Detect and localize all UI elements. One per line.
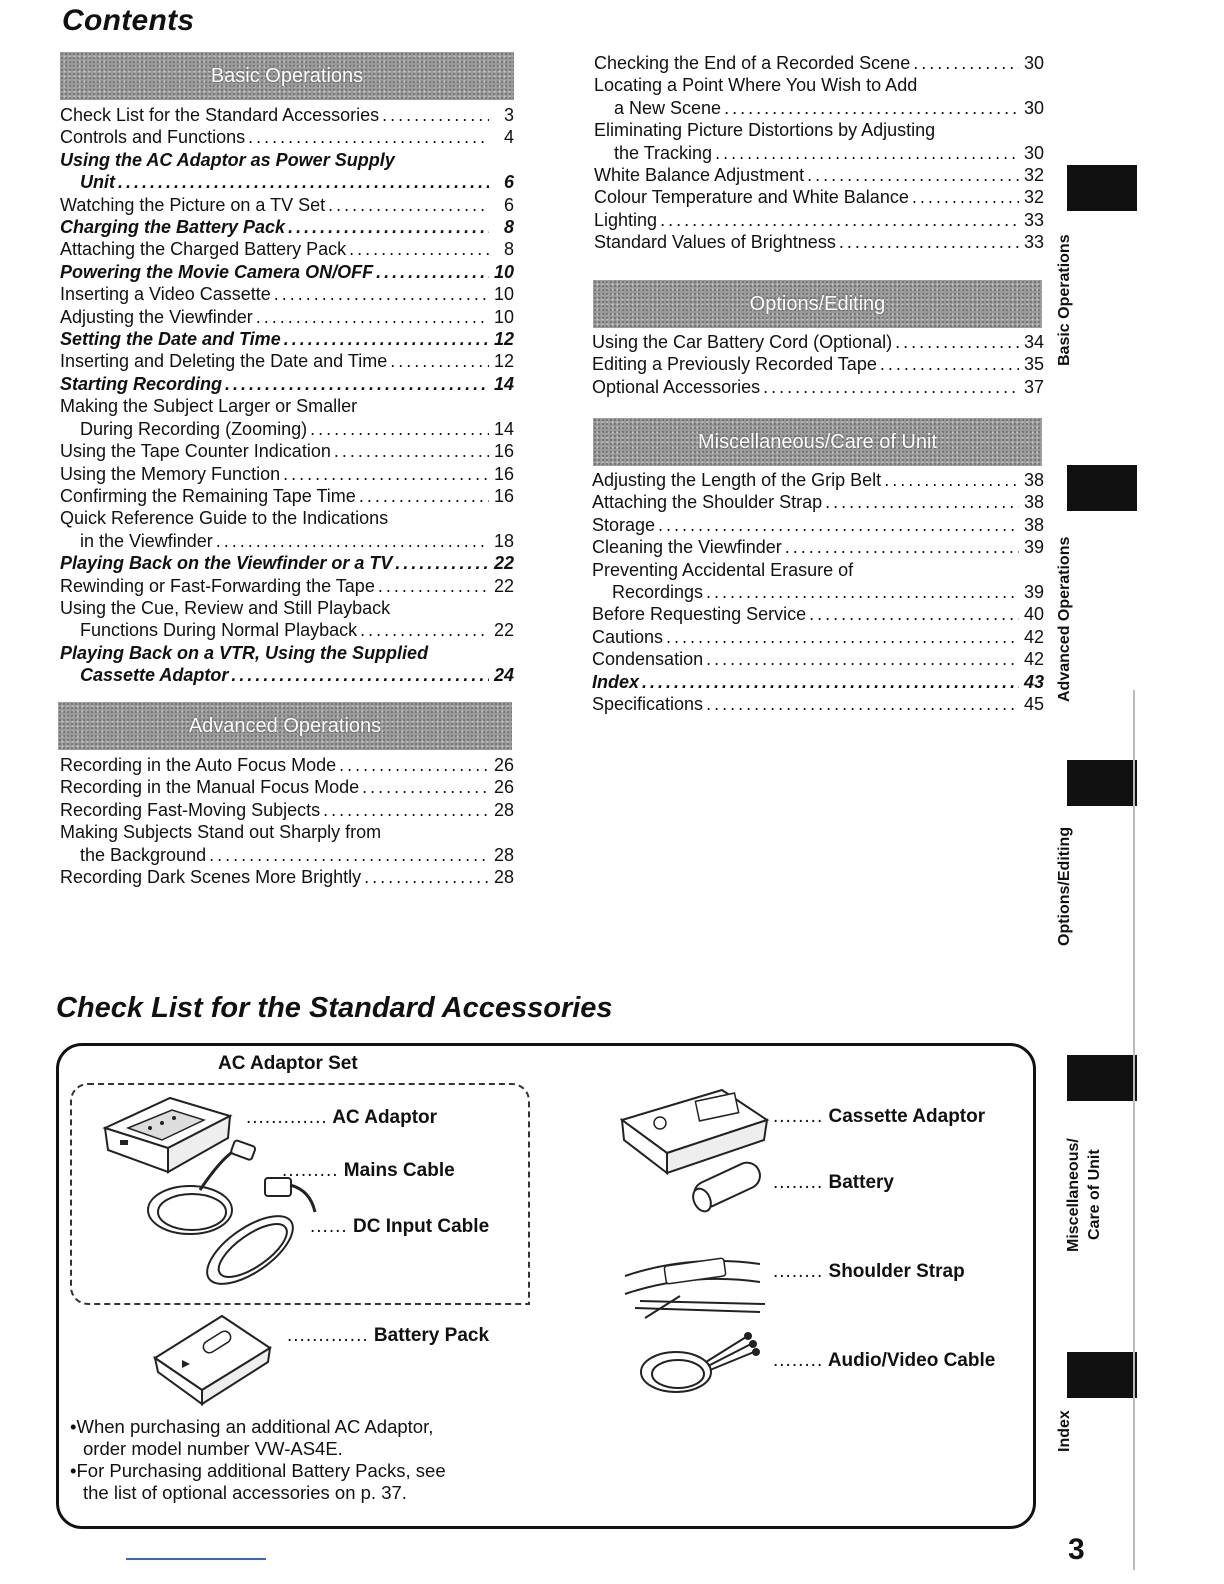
side-tab-index: Index (1056, 1410, 1073, 1452)
toc-entry[interactable] (60, 575, 514, 597)
toc-page-number: 43 (1023, 671, 1044, 692)
toc-entry-label: Setting the Date and Time (60, 329, 281, 350)
toc-entry[interactable] (60, 104, 514, 126)
toc-entry-label: Rewinding or Fast-Forwarding the Tape (60, 575, 375, 596)
toc-entry[interactable] (60, 328, 514, 350)
dot-leader (382, 104, 489, 126)
toc-entry[interactable] (60, 373, 514, 395)
toc-page-number: 26 (493, 755, 514, 775)
toc-entry[interactable] (592, 603, 1044, 625)
dot-leader (360, 619, 489, 641)
toc-entry[interactable] (594, 142, 1044, 164)
audio-video-cable-illustration (636, 1322, 776, 1402)
mains-cable-label (282, 1160, 455, 1182)
toc-entry[interactable] (592, 331, 1044, 353)
toc-entry-label: a New Scene (614, 97, 722, 118)
toc-entry[interactable] (592, 353, 1044, 375)
toc-page-number: 39 (1023, 582, 1044, 603)
dot-leader (328, 194, 489, 216)
dot-leader: ........ (773, 1172, 824, 1193)
toc-page-number: 22 (493, 620, 514, 641)
toc-entry-label: Recordings (612, 582, 704, 603)
toc-miscellaneous (592, 469, 1044, 715)
dot-leader (376, 261, 489, 283)
dot-leader: ......... (282, 1160, 339, 1181)
toc-page-number: 42 (1023, 626, 1044, 647)
toc-page-number: 30 (1023, 53, 1044, 73)
toc-entry-label: Using the Tape Counter Indication (60, 441, 331, 462)
toc-entry-label: Preventing Accidental Erasure of (592, 559, 854, 580)
audio-video-cable-text: Audio/Video Cable (827, 1350, 996, 1371)
toc-entry[interactable] (592, 671, 1044, 693)
toc-entry-label: Recording Fast-Moving Subjects (60, 799, 321, 820)
toc-entry[interactable] (592, 693, 1044, 715)
toc-basic-operations-continued (594, 52, 1044, 254)
toc-page-number: 3 (503, 105, 514, 125)
toc-entry-label: Powering the Movie Camera ON/OFF (60, 261, 374, 282)
battery-label (773, 1172, 894, 1194)
banner-miscellaneous: Miscellaneous/Care of Unit (593, 418, 1042, 466)
toc-page-number: 10 (493, 306, 514, 327)
banner-options-editing: Options/Editing (593, 280, 1042, 328)
toc-entry-label: the Background (80, 844, 207, 865)
accessories-section-title: Check List for the Standard Accessories (56, 992, 613, 1024)
banner-advanced-operations: Advanced Operations (58, 702, 512, 750)
dot-leader: ............. (246, 1107, 328, 1128)
toc-page-number: 22 (493, 575, 514, 596)
toc-entry-label: Attaching the Charged Battery Pack (60, 239, 347, 260)
toc-entry[interactable] (60, 463, 514, 485)
dc-input-cable-label (310, 1216, 489, 1238)
toc-entry-label: Functions During Normal Playback (80, 620, 358, 641)
toc-entry[interactable] (60, 552, 514, 574)
dot-leader (706, 648, 1019, 670)
toc-page-number: 34 (1023, 332, 1044, 352)
dot-leader (809, 603, 1019, 625)
toc-entry-label: Watching the Picture on a TV Set (60, 194, 326, 215)
toc-page-number: 28 (493, 867, 514, 888)
toc-entry-label: Controls and Functions (60, 127, 246, 148)
toc-entry[interactable] (592, 626, 1044, 648)
dot-leader (256, 306, 489, 328)
banner-basic-operations: Basic Operations (60, 52, 514, 100)
toc-page-number: 38 (1023, 470, 1044, 490)
toc-entry-label: Unit (80, 172, 115, 193)
dot-leader (231, 664, 489, 686)
toc-page-number: 35 (1023, 354, 1044, 375)
toc-entry[interactable] (60, 754, 514, 776)
note-line: the list of optional accessories on p. 37. (83, 1482, 407, 1503)
battery-pack-illustration (150, 1308, 280, 1408)
dot-leader (334, 440, 489, 462)
toc-entry-label: Recording Dark Scenes More Brightly (60, 867, 362, 888)
dot-leader (284, 328, 489, 350)
toc-entry[interactable] (60, 799, 514, 821)
toc-page-number: 33 (1023, 232, 1044, 253)
side-tab-misc-line1: Miscellaneous/ (1065, 1138, 1082, 1252)
battery-illustration (684, 1158, 774, 1218)
dot-leader (913, 52, 1019, 74)
dot-leader (362, 776, 489, 798)
dot-leader (880, 353, 1019, 375)
note-line: order model number VW-AS4E. (83, 1438, 343, 1459)
note-line: •When purchasing an additional AC Adaptor, (70, 1416, 434, 1437)
toc-entry-label: Index (592, 671, 640, 692)
toc-entry-label: Inserting and Deleting the Date and Time (60, 351, 388, 372)
toc-page-number: 42 (1023, 649, 1044, 670)
dot-leader (724, 97, 1019, 119)
toc-entry-label: Cautions (592, 626, 664, 647)
toc-entry-label: Adjusting the Viewfinder (60, 306, 253, 327)
toc-entry[interactable] (60, 776, 514, 798)
toc-entry-label: Using the Car Battery Cord (Optional) (592, 332, 893, 352)
dot-leader (807, 164, 1019, 186)
dot-leader (395, 552, 489, 574)
toc-entry[interactable] (60, 530, 514, 552)
bottom-rule (126, 1558, 266, 1560)
toc-entry[interactable] (592, 648, 1044, 670)
dot-leader (390, 350, 489, 372)
shoulder-strap-text: Shoulder Strap (828, 1261, 965, 1282)
side-tab-marker-misc (1067, 1055, 1137, 1101)
toc-entry-label: Check List for the Standard Accessories (60, 105, 380, 125)
toc-page-number: 4 (503, 127, 514, 148)
dot-leader (248, 126, 489, 148)
toc-page-number: 30 (1023, 142, 1044, 163)
side-tab-misc-line2: Care of Unit (1086, 1149, 1103, 1241)
toc-entry-label: Optional Accessories (592, 376, 761, 397)
battery-pack-text: Battery Pack (373, 1325, 490, 1346)
page-number: 3 (1068, 1533, 1085, 1566)
toc-options-editing (592, 331, 1044, 398)
toc-entry-label: Inserting a Video Cassette (60, 284, 271, 305)
toc-page-number: 6 (503, 172, 514, 193)
toc-entry-label: Playing Back on the Viewfinder or a TV (60, 553, 393, 574)
toc-entry-label: Checking the End of a Recorded Scene (594, 53, 911, 73)
toc-entry[interactable] (60, 866, 514, 888)
toc-entry-label: Attaching the Shoulder Strap (592, 492, 823, 513)
toc-basic-operations (60, 104, 514, 687)
toc-entry[interactable] (60, 844, 514, 866)
toc-page-number: 33 (1023, 209, 1044, 230)
dot-leader (895, 331, 1019, 353)
ac-adaptor-text: AC Adaptor (332, 1107, 438, 1128)
side-tab-marker-options (1067, 760, 1137, 806)
toc-entry[interactable] (60, 485, 514, 507)
side-tab-marker-advanced (1067, 465, 1137, 511)
toc-advanced-operations (60, 754, 514, 888)
toc-page-number: 40 (1023, 604, 1044, 625)
dot-leader (825, 491, 1019, 513)
toc-page-number: 6 (503, 194, 514, 215)
toc-entry[interactable] (594, 97, 1044, 119)
dot-leader: ........ (773, 1350, 824, 1371)
dot-leader: ........ (773, 1106, 824, 1127)
toc-entry-label: During Recording (Zooming) (80, 418, 308, 439)
toc-entry[interactable] (60, 306, 514, 328)
toc-entry-label: Standard Values of Brightness (594, 232, 836, 253)
dot-leader (118, 171, 489, 193)
page-edge-line (1133, 690, 1135, 1570)
battery-text: Battery (828, 1172, 894, 1193)
toc-page-number: 22 (493, 553, 514, 574)
toc-entry-label: Colour Temperature and White Balance (594, 187, 909, 208)
page-title: Contents (62, 4, 195, 37)
toc-entry-label: Starting Recording (60, 373, 223, 394)
toc-page-number: 12 (493, 351, 514, 372)
dot-leader (310, 418, 489, 440)
toc-entry[interactable] (594, 186, 1044, 208)
toc-page-number: 16 (493, 485, 514, 506)
side-tab-basic-operations: Basic Operations (1056, 234, 1073, 366)
audio-video-cable-label (773, 1350, 995, 1372)
toc-page-number: 18 (493, 530, 514, 551)
toc-page-number: 45 (1023, 694, 1044, 715)
toc-entry-label: Confirming the Remaining Tape Time (60, 485, 356, 506)
toc-entry[interactable] (60, 238, 514, 260)
cassette-adaptor-text: Cassette Adaptor (828, 1106, 986, 1127)
toc-page-number: 38 (1023, 492, 1044, 513)
toc-entry-label: Cleaning the Viewfinder (592, 537, 782, 558)
dc-input-cable-text: DC Input Cable (352, 1216, 490, 1237)
toc-entry[interactable] (60, 418, 514, 440)
dot-leader (209, 844, 489, 866)
toc-entry[interactable] (592, 491, 1044, 513)
toc-entry-label: Locating a Point Where You Wish to Add (594, 75, 918, 96)
toc-page-number: 16 (493, 441, 514, 462)
toc-entry[interactable] (592, 514, 1044, 536)
toc-entry-label: Recording in the Manual Focus Mode (60, 777, 360, 798)
dot-leader (715, 142, 1019, 164)
toc-entry-label: White Balance Adjustment (594, 165, 805, 186)
toc-page-number: 32 (1023, 165, 1044, 186)
dot-leader (378, 575, 489, 597)
toc-entry[interactable] (60, 350, 514, 372)
dot-leader (359, 485, 489, 507)
mains-cable-text: Mains Cable (343, 1160, 455, 1181)
toc-entry[interactable] (594, 164, 1044, 186)
toc-entry[interactable] (594, 209, 1044, 231)
toc-entry[interactable] (60, 171, 514, 193)
toc-page-number: 38 (1023, 514, 1044, 535)
toc-entry-label: Using the AC Adaptor as Power Supply (60, 149, 395, 170)
toc-page-number: 14 (493, 373, 514, 394)
toc-page-number: 8 (503, 239, 514, 260)
toc-entry-label: Playing Back on a VTR, Using the Supplied (60, 642, 429, 663)
toc-page-number: 39 (1023, 537, 1044, 558)
dot-leader: ............. (287, 1325, 369, 1346)
dot-leader (364, 866, 489, 888)
toc-entry[interactable] (592, 376, 1044, 398)
dot-leader: ...... (310, 1216, 348, 1237)
dot-leader (283, 463, 489, 485)
dot-leader (658, 514, 1019, 536)
toc-page-number: 8 (503, 217, 514, 238)
toc-entry-label: Making Subjects Stand out Sharply from (60, 822, 382, 843)
toc-page-number: 37 (1023, 376, 1044, 397)
toc-entry-label: Condensation (592, 649, 704, 670)
cassette-adaptor-label (773, 1106, 985, 1128)
toc-entry-label: Charging the Battery Pack (60, 217, 286, 238)
side-tab-options-editing: Options/Editing (1056, 826, 1073, 946)
toc-page-number: 16 (493, 463, 514, 484)
dot-leader (884, 469, 1019, 491)
side-tab-marker-index (1067, 1352, 1137, 1398)
toc-entry-label: Specifications (592, 694, 704, 715)
side-tab-marker-basic (1067, 165, 1137, 211)
toc-page-number: 10 (493, 284, 514, 305)
toc-page-number: 28 (493, 844, 514, 865)
dot-leader (349, 238, 489, 260)
toc-page-number: 10 (493, 261, 514, 282)
toc-entry[interactable] (60, 440, 514, 462)
toc-entry-label: Adjusting the Length of the Grip Belt (592, 470, 882, 490)
toc-entry[interactable] (60, 283, 514, 305)
toc-entry-label: Before Requesting Service (592, 604, 807, 625)
toc-page-number: 32 (1023, 187, 1044, 208)
toc-entry-label: Cassette Adaptor (80, 665, 229, 686)
toc-entry[interactable] (60, 664, 514, 686)
dot-leader (339, 754, 489, 776)
dot-leader (660, 209, 1019, 231)
toc-entry-label: Lighting (594, 209, 658, 230)
toc-entry-label: the Tracking (614, 142, 713, 163)
toc-entry[interactable] (60, 261, 514, 283)
toc-page-number: 28 (493, 799, 514, 820)
battery-pack-label (287, 1325, 489, 1347)
toc-entry-label: Using the Memory Function (60, 463, 281, 484)
dot-leader (839, 231, 1019, 253)
toc-entry[interactable] (60, 194, 514, 216)
side-tab-miscellaneous (1063, 1106, 1109, 1284)
shoulder-strap-illustration (620, 1246, 770, 1326)
toc-entry-label: Recording in the Auto Focus Mode (60, 755, 337, 775)
toc-entry-label: in the Viewfinder (80, 530, 213, 551)
shoulder-strap-label (773, 1261, 965, 1283)
dot-leader (912, 186, 1019, 208)
toc-page-number: 12 (493, 329, 514, 350)
toc-entry[interactable] (60, 216, 514, 238)
toc-entry[interactable] (594, 52, 1044, 74)
toc-entry-label: Using the Cue, Review and Still Playback (60, 597, 391, 618)
toc-entry-label: Storage (592, 514, 656, 535)
dot-leader (642, 671, 1019, 693)
toc-entry-label: Making the Subject Larger or Smaller (60, 396, 358, 417)
dot-leader (763, 376, 1019, 398)
dot-leader (323, 799, 489, 821)
dot-leader (785, 536, 1019, 558)
dot-leader: ........ (773, 1261, 824, 1282)
toc-entry[interactable] (592, 581, 1044, 603)
toc-page-number: 30 (1023, 97, 1044, 118)
ac-adaptor-set-title: AC Adaptor Set (218, 1053, 358, 1074)
toc-page-number: 14 (493, 418, 514, 439)
toc-entry-label: Editing a Previously Recorded Tape (592, 354, 877, 375)
dot-leader (666, 626, 1019, 648)
dot-leader (225, 373, 489, 395)
toc-entry-label: Eliminating Picture Distortions by Adjusting (594, 120, 936, 141)
dot-leader (274, 283, 489, 305)
toc-page-number: 24 (493, 665, 514, 686)
dot-leader (288, 216, 489, 238)
toc-entry-label: Quick Reference Guide to the Indications (60, 508, 389, 529)
toc-entry[interactable] (60, 619, 514, 641)
side-tab-advanced-operations: Advanced Operations (1056, 536, 1073, 702)
dot-leader (706, 581, 1019, 603)
dot-leader (706, 693, 1019, 715)
ac-adaptor-label (246, 1107, 437, 1129)
toc-entry[interactable] (60, 126, 514, 148)
accessory-notes (70, 1416, 446, 1504)
dot-leader (216, 530, 489, 552)
toc-entry[interactable] (594, 231, 1044, 253)
note-line: •For Purchasing additional Battery Packs, see (70, 1460, 446, 1481)
toc-page-number: 26 (493, 777, 514, 798)
toc-entry[interactable] (592, 536, 1044, 558)
toc-entry[interactable] (592, 469, 1044, 491)
